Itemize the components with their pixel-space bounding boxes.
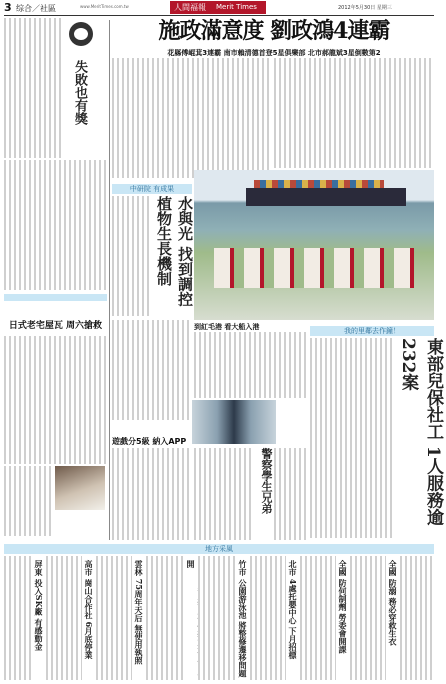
paper-name-en: Merit Times — [216, 3, 257, 11]
bottom-headline-4: 開 — [186, 560, 196, 568]
masthead-logo — [170, 1, 266, 14]
bottom-headline-8: 全國 防溺 務必穿救生衣 — [388, 560, 398, 646]
left-column-text-3 — [4, 336, 107, 464]
bottom-headline-6: 北市 4處托嬰中心 下月招標 — [288, 560, 298, 660]
center-text-4 — [112, 320, 192, 420]
center-feature-title: 水與光 找到調控植物生長機制 — [155, 196, 194, 307]
right-text-1 — [310, 338, 392, 538]
center-text-7 — [274, 448, 308, 540]
right-headline: 東部兒保社工 1人服務逾232案 — [398, 338, 443, 526]
left-box-label — [4, 294, 107, 301]
section-name: 综合／社區 — [16, 4, 56, 13]
left-box-title: 日式老宅屋瓦 周六搶救 — [8, 321, 103, 331]
game-title: 遊戲分5級 納入APP — [112, 437, 187, 446]
bottom-headline-1: 屏東 投入SK廠 有感動金 — [34, 560, 44, 651]
feature-logo — [65, 22, 97, 54]
masthead-rule — [4, 15, 434, 16]
harbor-photo — [194, 170, 434, 320]
bottom-headline-5: 竹市 公園游泳池 將整修遷移問題 — [238, 560, 248, 678]
center-text-6 — [194, 448, 254, 540]
bottom-headline-2: 高市 崗山合作社 6月底停業 — [84, 560, 94, 660]
bottom-headline-3: 雲林 75周年天后 無使用執照 — [134, 560, 144, 665]
photo-story-text — [194, 332, 306, 398]
feature-title: 失敗也有獎 — [72, 60, 87, 125]
center-text-3 — [112, 196, 152, 316]
bottom-label: 地方采風 — [4, 544, 434, 554]
alert-title: 警察學生兄弟 — [260, 448, 273, 514]
cargo-ship — [246, 188, 406, 206]
left-column-text-4 — [4, 466, 52, 536]
left-divider — [109, 20, 110, 540]
bottom-stories — [4, 556, 434, 680]
center-text-2 — [274, 58, 434, 168]
left-column-text-2 — [4, 160, 107, 290]
sub-headline: 花縣傅崐萁3連霸 南市賴清德首登5星俱樂部 北市郝龍斌3星倒數第2 — [167, 49, 381, 57]
left-column-text-1 — [4, 18, 64, 158]
masthead — [0, 0, 440, 16]
center-label: 中研院 有成果 — [112, 184, 192, 194]
main-headline: 施政滿意度 劉政鴻4連霸 — [158, 18, 390, 44]
center-text-5 — [112, 448, 192, 540]
craftsman-photo — [55, 466, 105, 510]
paper-url[interactable]: www.MeritTimes.com.tw — [80, 4, 129, 9]
issue-date: 2012年5月30日 星期三 — [338, 5, 392, 11]
center-text-1 — [112, 58, 272, 178]
bottom-headline-7: 全國 防何制劑 勞委會開課 — [338, 560, 348, 654]
right-label: 我的里鄰去作鐘！ — [310, 326, 434, 336]
officers-photo — [192, 400, 276, 444]
page-number: 3 — [4, 1, 12, 14]
paper-name: 人間福報 — [174, 3, 206, 12]
photo-caption: 到紅毛港 看大船入港 — [194, 323, 260, 331]
